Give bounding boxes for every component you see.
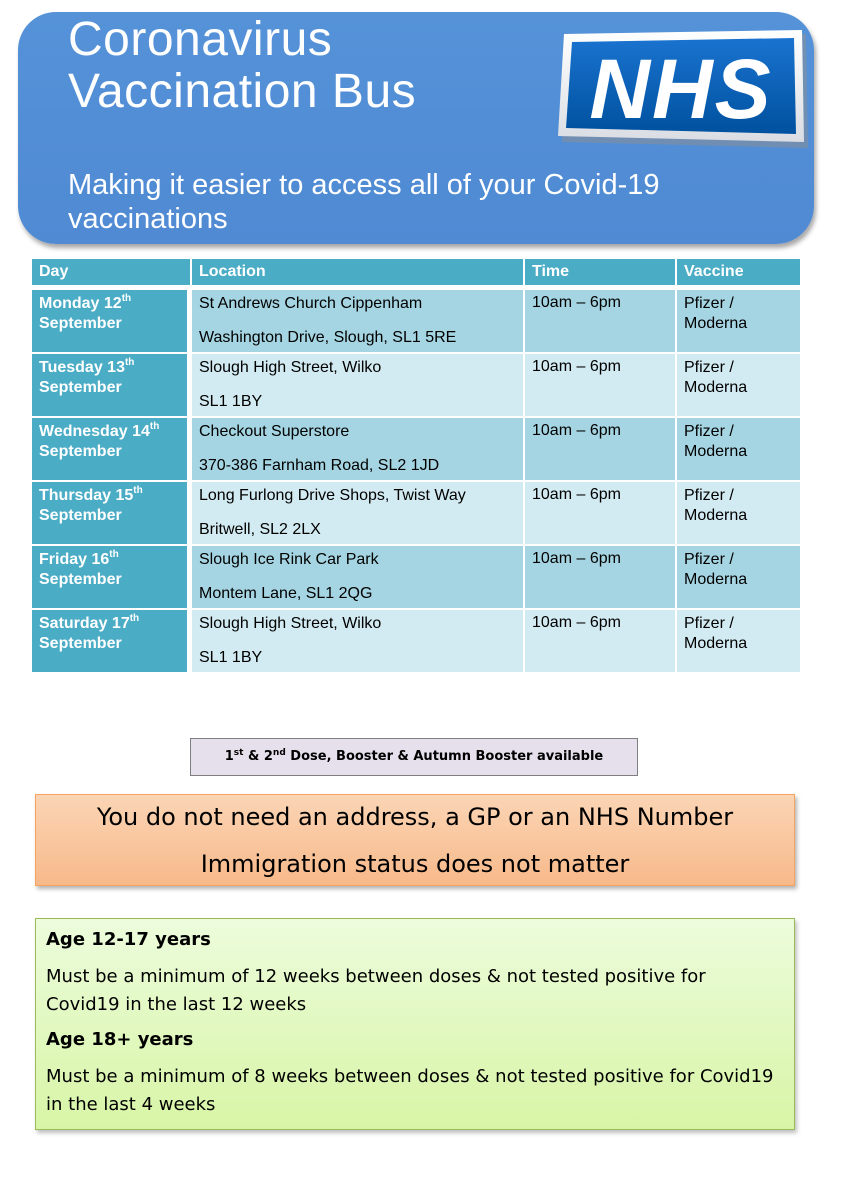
row-vaccine: Pfizer / Moderna xyxy=(676,481,801,545)
teen-text: Must be a minimum of 12 weeks between doses & not tested positive for Covid19 in the last 12 weeks xyxy=(46,966,706,1015)
row-day: Thursday 15th September xyxy=(31,481,191,545)
header-day: Day xyxy=(31,258,191,289)
row-time: 10am – 6pm xyxy=(524,353,676,417)
table-row xyxy=(31,353,801,417)
page-title xyxy=(68,14,416,118)
age-requirements xyxy=(35,918,795,1130)
teen-heading: Age 12-17 years xyxy=(46,929,211,950)
row-day: Friday 16th September xyxy=(31,545,191,609)
notice-line-1: You do not need an address, a GP or an NHS Number xyxy=(96,803,734,831)
schedule-table xyxy=(31,258,801,673)
eligibility-notice xyxy=(35,794,795,886)
row-vaccine: Pfizer / Moderna xyxy=(676,417,801,481)
row-location: St Andrews Church Cippenham Washington Drive, Slough, SL1 5RE xyxy=(191,289,524,353)
header-vaccine: Vaccine xyxy=(676,258,801,289)
row-location: Checkout Superstore 370-386 Farnham Road, SL2 1JD xyxy=(191,417,524,481)
row-day: Wednesday 14th September xyxy=(31,417,191,481)
dose-availability-note: 1st & 2nd Dose, Booster & Autumn Booster available xyxy=(190,738,638,776)
row-day: Saturday 17th September xyxy=(31,609,191,673)
title-line-2: Vaccination Bus xyxy=(68,65,417,118)
row-vaccine: Pfizer / Moderna xyxy=(676,545,801,609)
logo-text: NHS xyxy=(589,42,773,136)
table-row xyxy=(31,417,801,481)
header-time: Time xyxy=(524,258,676,289)
row-time: 10am – 6pm xyxy=(524,545,676,609)
page-subtitle: Making it easier to access all of your Covid-19 vaccinations xyxy=(68,169,660,235)
header-location: Location xyxy=(191,258,524,289)
table-header-row xyxy=(31,258,801,289)
row-vaccine: Pfizer / Moderna xyxy=(676,353,801,417)
row-time: 10am – 6pm xyxy=(524,609,676,673)
nhs-logo-graphic xyxy=(558,30,810,154)
nhs-logo xyxy=(558,30,810,154)
row-day: Tuesday 13th September xyxy=(31,353,191,417)
row-location: Long Furlong Drive Shops, Twist Way Britwell, SL2 2LX xyxy=(191,481,524,545)
row-time: 10am – 6pm xyxy=(524,481,676,545)
row-time: 10am – 6pm xyxy=(524,289,676,353)
table-row xyxy=(31,545,801,609)
row-location: Slough High Street, Wilko SL1 1BY xyxy=(191,353,524,417)
row-vaccine: Pfizer / Moderna xyxy=(676,609,801,673)
table-row xyxy=(31,289,801,353)
table-row xyxy=(31,609,801,673)
row-time: 10am – 6pm xyxy=(524,417,676,481)
row-day: Monday 12th September xyxy=(31,289,191,353)
row-vaccine: Pfizer / Moderna xyxy=(676,289,801,353)
title-line-1: Coronavirus xyxy=(68,13,333,66)
table-row xyxy=(31,481,801,545)
notice-line-2: Immigration status does not matter xyxy=(200,850,630,878)
row-location: Slough High Street, Wilko SL1 1BY xyxy=(191,609,524,673)
row-location: Slough Ice Rink Car Park Montem Lane, SL1 2QG xyxy=(191,545,524,609)
adult-text: Must be a minimum of 8 weeks between doses & not tested positive for Covid19 in the last 4 weeks xyxy=(46,1066,774,1115)
adult-heading: Age 18+ years xyxy=(46,1029,194,1050)
